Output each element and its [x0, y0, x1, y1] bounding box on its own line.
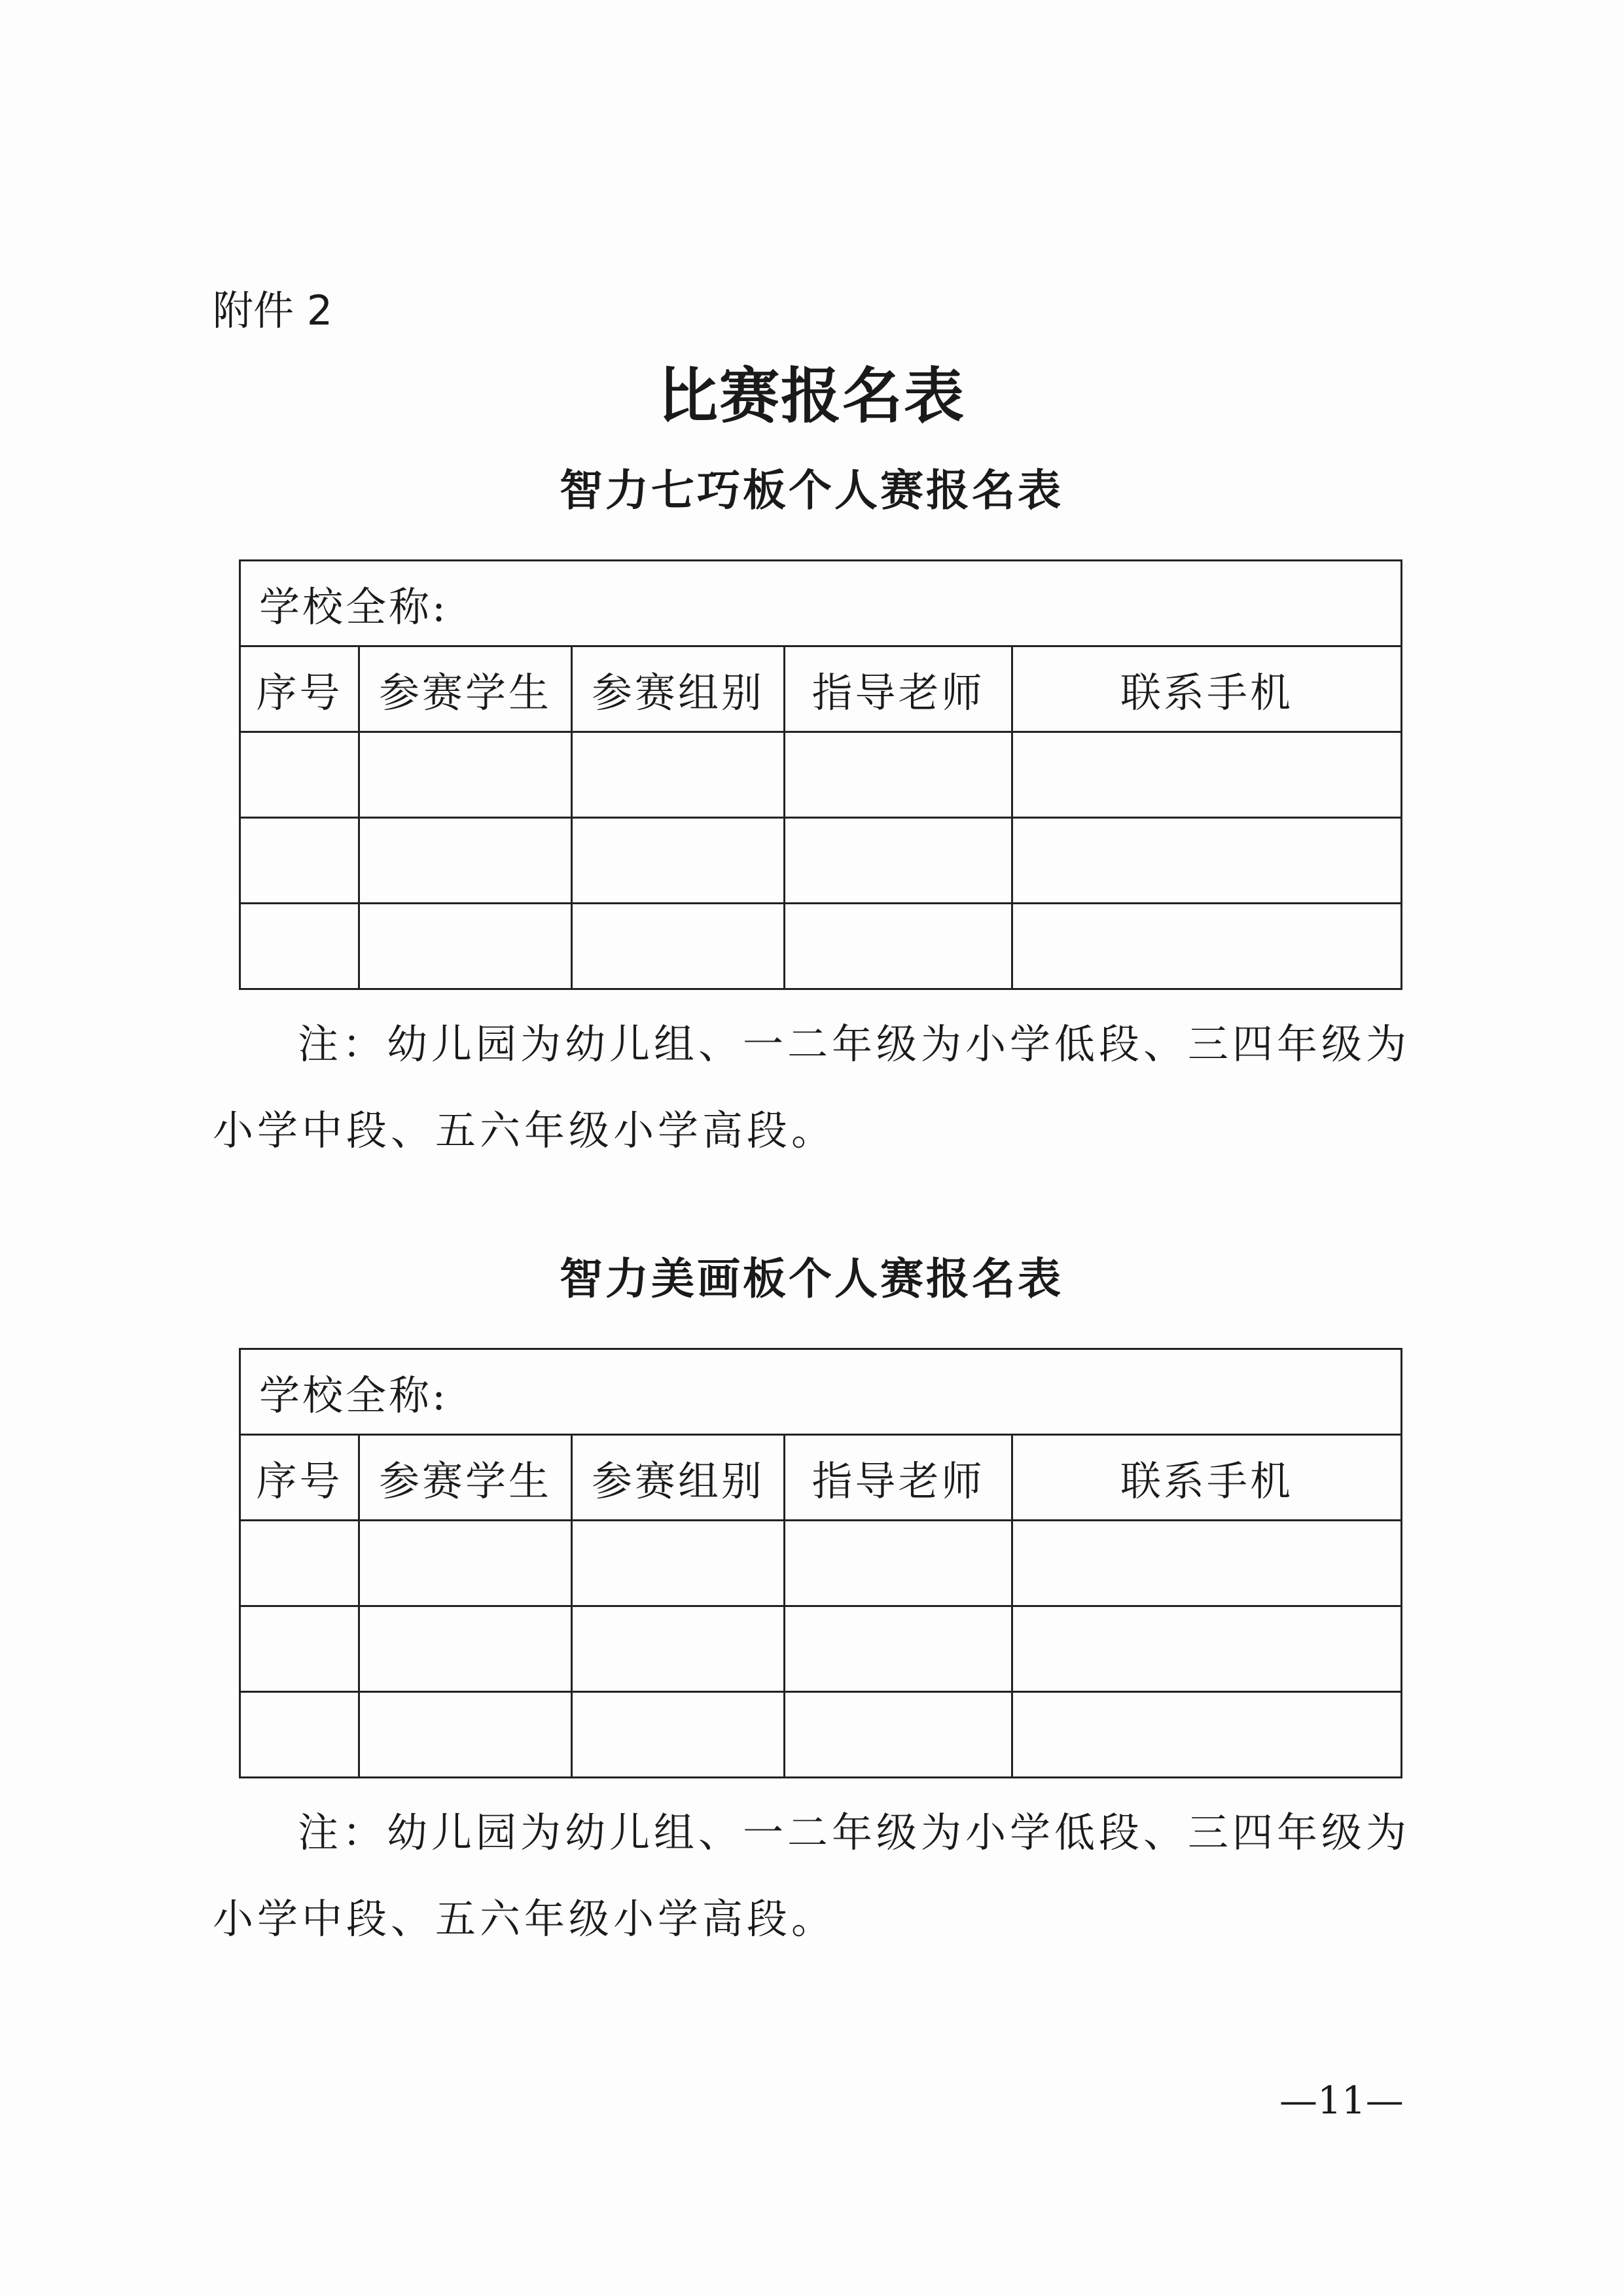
- form-1-note: 注：幼儿园为幼儿组、一二年级为小学低段、三四年级为小学中段、五六年级小学高段。: [213, 1020, 1411, 1154]
- column-header-student: 参赛学生: [359, 1435, 572, 1521]
- cell-phone[interactable]: [1012, 1606, 1402, 1692]
- column-header-teacher: 指导老师: [785, 1435, 1012, 1521]
- column-header-student: 参赛学生: [359, 646, 572, 732]
- cell-group[interactable]: [572, 904, 785, 989]
- cell-phone[interactable]: [1012, 818, 1402, 904]
- cell-group[interactable]: [572, 818, 785, 904]
- cell-phone[interactable]: [1012, 1692, 1402, 1778]
- cell-index[interactable]: [240, 1692, 359, 1778]
- column-header-group: 参赛组别: [572, 646, 785, 732]
- form-1-title: 智力七巧板个人赛报名表: [560, 465, 1063, 516]
- cell-student[interactable]: [359, 1521, 572, 1606]
- cell-index[interactable]: [240, 1521, 359, 1606]
- cell-teacher[interactable]: [785, 904, 1012, 989]
- school-name-label: 学校全称:: [259, 1371, 448, 1419]
- cell-group[interactable]: [572, 732, 785, 818]
- table-row: [240, 818, 1402, 904]
- cell-index[interactable]: [240, 1606, 359, 1692]
- column-header-phone: 联系手机: [1012, 646, 1402, 732]
- cell-phone[interactable]: [1012, 732, 1402, 818]
- cell-student[interactable]: [359, 904, 572, 989]
- header-row: [240, 646, 1402, 732]
- form-2-table: [239, 1348, 1402, 1778]
- school-name-label: 学校全称:: [259, 582, 448, 631]
- main-title: 比赛报名表: [657, 361, 965, 431]
- cell-teacher[interactable]: [785, 1692, 1012, 1778]
- cell-index[interactable]: [240, 818, 359, 904]
- school-name-field[interactable]: [240, 1349, 1402, 1435]
- cell-teacher[interactable]: [785, 818, 1012, 904]
- page-number: —11—: [1279, 2078, 1404, 2123]
- cell-student[interactable]: [359, 732, 572, 818]
- header-row: [240, 1435, 1402, 1521]
- form-1-table: [239, 559, 1402, 990]
- table-row: [240, 904, 1402, 989]
- cell-index[interactable]: [240, 732, 359, 818]
- table-row: [240, 1606, 1402, 1692]
- column-header-index: 序号: [240, 646, 359, 732]
- cell-index[interactable]: [240, 904, 359, 989]
- cell-teacher[interactable]: [785, 1521, 1012, 1606]
- column-header-index: 序号: [240, 1435, 359, 1521]
- column-header-group: 参赛组别: [572, 1435, 785, 1521]
- school-name-field[interactable]: [240, 561, 1402, 646]
- school-row: [240, 561, 1402, 646]
- cell-group[interactable]: [572, 1692, 785, 1778]
- column-header-teacher: 指导老师: [785, 646, 1012, 732]
- table-row: [240, 1692, 1402, 1778]
- school-row: [240, 1349, 1402, 1435]
- cell-group[interactable]: [572, 1606, 785, 1692]
- cell-student[interactable]: [359, 1692, 572, 1778]
- attachment-label: 附件 2: [213, 287, 333, 334]
- table-row: [240, 1521, 1402, 1606]
- column-header-phone: 联系手机: [1012, 1435, 1402, 1521]
- cell-student[interactable]: [359, 1606, 572, 1692]
- table-row: [240, 732, 1402, 818]
- form-2-title: 智力美画板个人赛报名表: [560, 1254, 1063, 1304]
- cell-teacher[interactable]: [785, 732, 1012, 818]
- form-2-note: 注：幼儿园为幼儿组、一二年级为小学低段、三四年级为小学中段、五六年级小学高段。: [213, 1809, 1411, 1943]
- cell-phone[interactable]: [1012, 1521, 1402, 1606]
- cell-phone[interactable]: [1012, 904, 1402, 989]
- cell-teacher[interactable]: [785, 1606, 1012, 1692]
- cell-group[interactable]: [572, 1521, 785, 1606]
- cell-student[interactable]: [359, 818, 572, 904]
